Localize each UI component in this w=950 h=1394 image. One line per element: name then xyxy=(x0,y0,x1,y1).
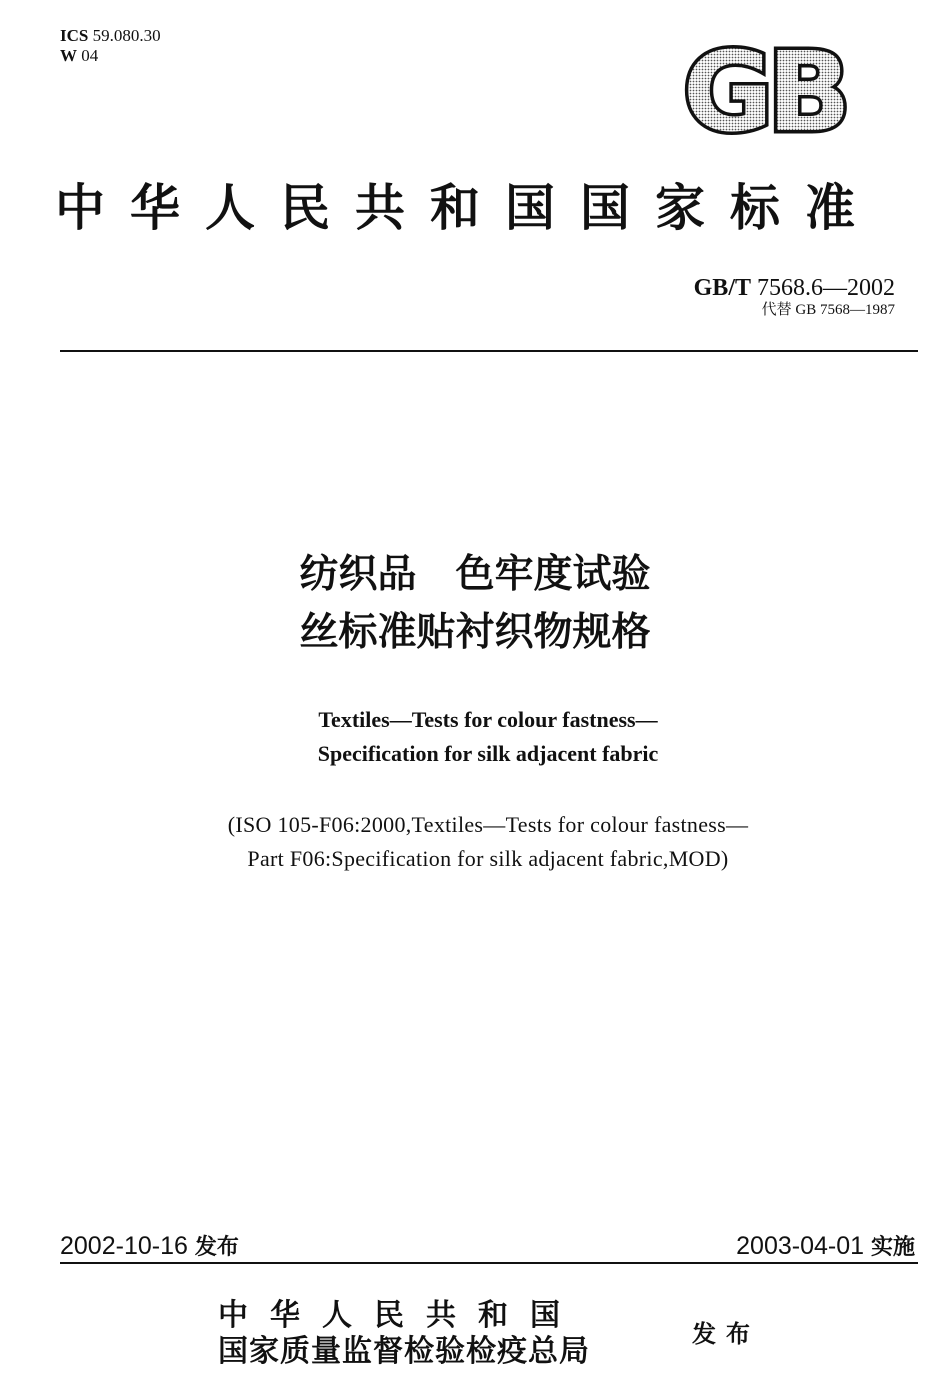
chinese-title-line1: 纺织品 色牢度试验 xyxy=(299,552,651,597)
standard-prefix: GB/T xyxy=(693,275,751,301)
iso-reference-line1: (ISO 105-F06:2000,Textiles—Tests for colour fastness— xyxy=(227,812,749,837)
publisher-block xyxy=(218,1298,590,1370)
gb-logo-text: GB xyxy=(682,38,846,142)
effective-date: 2003-04-01 xyxy=(736,1232,865,1260)
ics-label: ICS xyxy=(60,26,89,45)
ics-code-block xyxy=(60,26,161,66)
issue-label: 发布 xyxy=(194,1235,239,1260)
standard-number-block xyxy=(694,274,895,319)
chinese-title xyxy=(0,546,950,662)
iso-reference xyxy=(0,808,950,876)
publisher-line1: 中华人民共和国 xyxy=(218,1298,582,1333)
gb-logo xyxy=(668,38,860,142)
english-title xyxy=(0,703,950,771)
iso-reference-line2: Part F06:Specification for silk adjacent fabric,MOD) xyxy=(247,846,729,871)
effective-label: 实施 xyxy=(870,1235,915,1260)
footer-divider xyxy=(60,1262,918,1264)
issue-date-block xyxy=(60,1230,239,1261)
effective-date-block xyxy=(736,1230,915,1261)
issue-date: 2002-10-16 xyxy=(60,1232,188,1260)
page-title: 中华人民共和国国家标准 xyxy=(55,178,880,237)
english-title-line1: Textiles—Tests for colour fastness— xyxy=(318,707,658,732)
ics-number: 59.080.30 xyxy=(92,26,161,45)
header-divider xyxy=(60,350,918,352)
chinese-title-line2: 丝标准贴衬织物规格 xyxy=(299,610,651,655)
english-title-line2: Specification for silk adjacent fabric xyxy=(317,741,659,766)
publish-label: 发布 xyxy=(692,1319,760,1348)
replaces-note: 代替 GB 7568—1987 xyxy=(761,302,895,318)
publisher-line2: 国家质量监督检验检疫总局 xyxy=(218,1334,590,1369)
w-number: 04 xyxy=(81,46,99,65)
standard-number: 7568.6—2002 xyxy=(757,275,895,301)
w-label: W xyxy=(60,46,77,65)
